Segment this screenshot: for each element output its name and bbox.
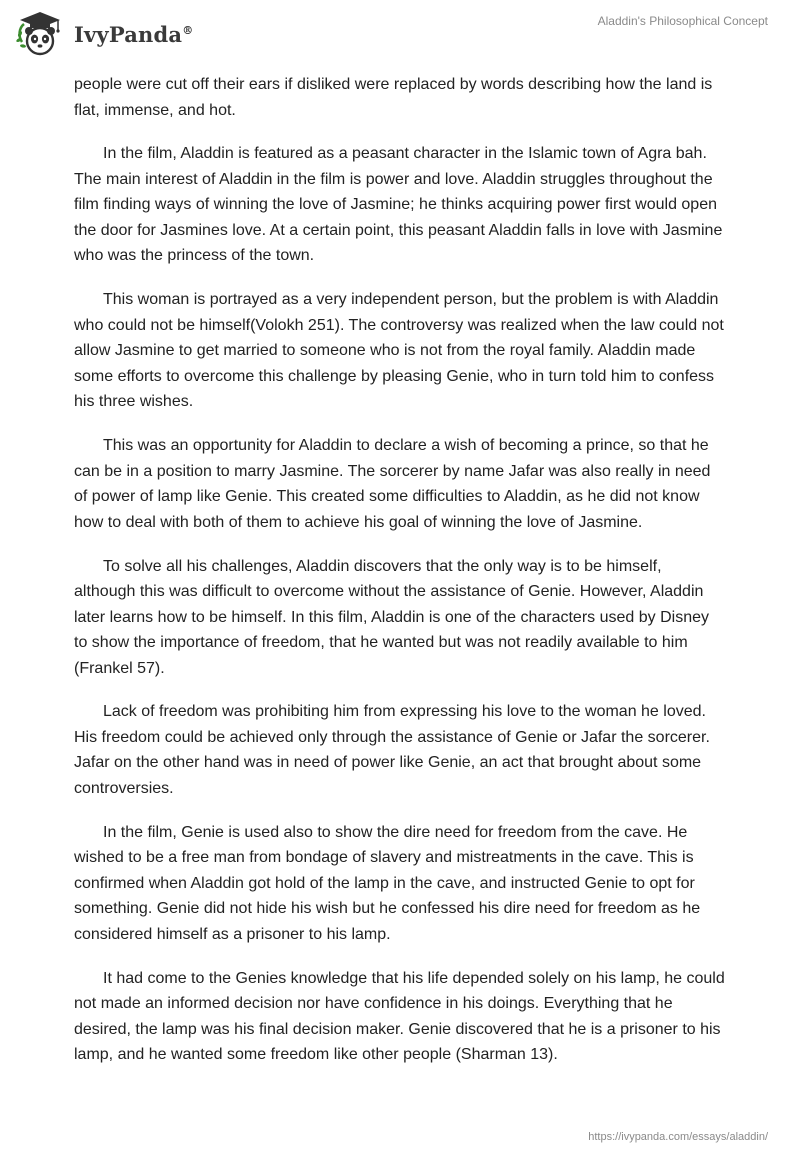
- paragraph: people were cut off their ears if disliked were replaced by words describing how the land is flat, immense, and hot.: [74, 76, 713, 119]
- source-url[interactable]: https://ivypanda.com/essays/aladdin/: [588, 1131, 768, 1143]
- ivypanda-logo[interactable]: [14, 9, 193, 59]
- paragraph: Lack of freedom was prohibiting him from expressing his love to the woman he loved. His freedom could be achieved only through the assistance of Genie or Jafar the sorcerer. Jafar on the other hand was in need of power like Genie, an act that brought about some controversies.: [74, 703, 710, 797]
- paragraph: This woman is portrayed as a very independent person, but the problem is with Aladdin who could not be himself(Volokh 251). The controversy was realized when the law could not allow Jasmine to get married to someone who is not from the royal family. Aladdin made some efforts to overcome this challenge by pleasing Genie, who in turn told him to confess his three wishes.: [74, 291, 724, 411]
- essay-body: [74, 72, 726, 1086]
- panda-graduate-icon: [14, 10, 66, 58]
- paragraph: To solve all his challenges, Aladdin discovers that the only way is to be himself, although this was difficult to overcome without the assistance of Genie. However, Aladdin later learns how to be himself. In this film, Aladdin is one of the characters used by Disney to show the importance of freedom, that he wanted but was not readily available to him (Frankel 57).: [74, 557, 709, 677]
- paragraph: In the film, Genie is used also to show the dire need for freedom from the cave. He wished to be a free man from bondage of slavery and mistreatments in the cave. This is confirmed when Aladdin got hold of the lamp in the cave, and instructed Genie to opt for something. Genie did not hide his wish but he confessed his dire need for freedom as he considered himself as a prisoner to his lamp.: [74, 823, 701, 943]
- paragraph: In the film, Aladdin is featured as a peasant character in the Islamic town of Agra bah. The main interest of Aladdin in the film is power and love. Aladdin struggles throughout the film finding ways of winning the love of Jasmine; he thinks acquiring power first would open the door for Jasmines love. At a certain point, this peasant Aladdin falls in love with Jasmine who was the princess of the town.: [74, 145, 723, 265]
- logo-wordmark: [74, 22, 193, 47]
- paragraph: It had come to the Genies knowledge that his life depended solely on his lamp, he could not made an informed decision nor have confidence in his doings. Everything that he desired, the lamp was his final decision maker. Genie discovered that he is a prisoner to his lamp, and he wanted some freedom like other people (Sharman 13).: [74, 969, 725, 1064]
- document-title: Aladdin's Philosophical Concept: [597, 14, 768, 28]
- logo-text: IvyPanda: [74, 21, 183, 47]
- paragraph: This was an opportunity for Aladdin to declare a wish of becoming a prince, so that he can be in a position to marry Jasmine. The sorcerer by name Jafar was also really in need of power of lamp like Genie. This created some difficulties to Aladdin, as he did not know how to deal with both of them to achieve his goal of winning the love of Jasmine.: [74, 437, 711, 531]
- registered-mark: ®: [182, 23, 194, 37]
- page-header: [0, 0, 800, 70]
